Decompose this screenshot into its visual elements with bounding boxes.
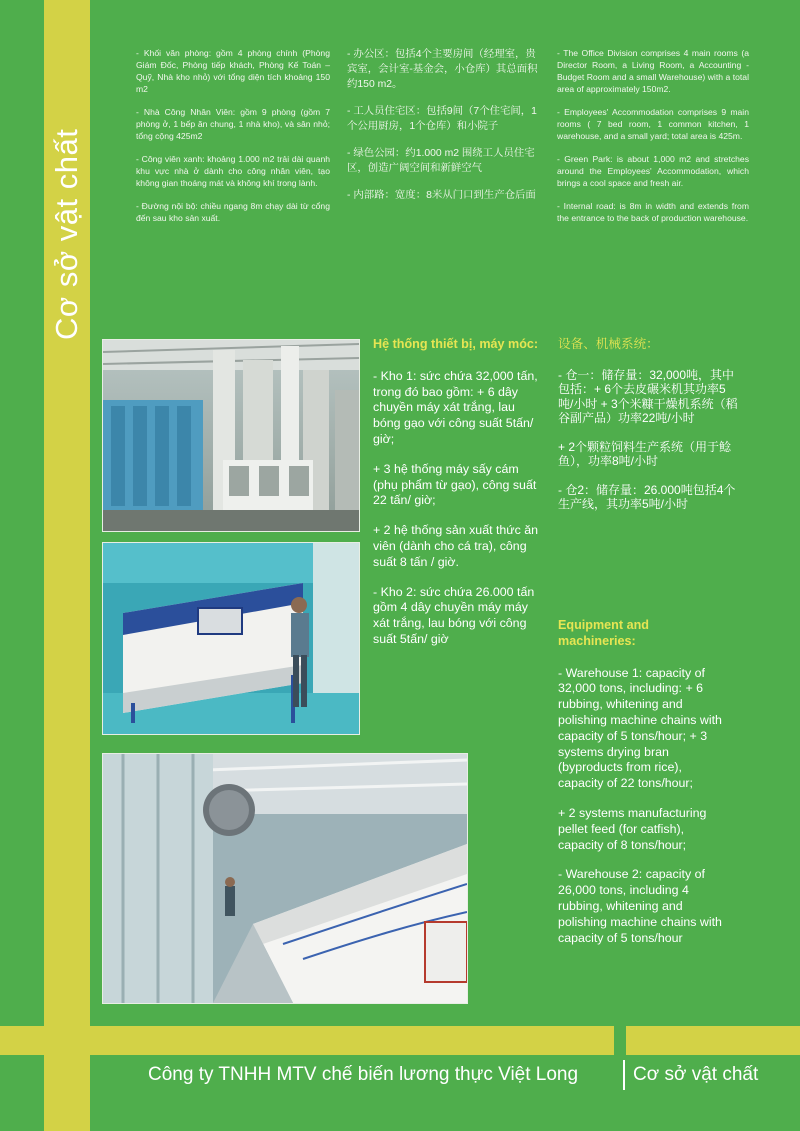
equipment-item: - 仓2：储存量：26.000吨包括4个生产线，其功率5吨/小时 [558, 482, 736, 511]
facility-item: - Công viên xanh: khoảng 1.000 m2 trải dài quanh khu vực nhà ở dành cho công nhân viên, tạo không gian thoáng mát và không khí trong lành. [136, 154, 330, 188]
facility-item: - Khối văn phòng: gồm 4 phòng chính (Phòng Giám Đốc, Phòng tiếp khách, Phòng Kế Toán – Quỹ, Nhà kho nhỏ) với tổng diện tích khoảng 150 m2 [136, 48, 330, 94]
photo-color-sorter [102, 542, 360, 735]
equipment-heading-zh: 设备、机械系统： [558, 337, 659, 351]
facilities-vietnamese [136, 47, 330, 235]
photo-processing-line [102, 753, 468, 1004]
footer-notch [614, 1018, 626, 1063]
facilities-english [557, 47, 749, 235]
facility-item: - Green Park: is about 1,000 m2 and stretches around the Employees' Accommodation, which brings a cool space and fresh air. [557, 154, 749, 188]
equipment-item: - Kho 1: sức chứa 32,000 tấn, trong đó bao gồm: + 6 dây chuyền máy xát trắng, lau bóng gạo với công suất 5tấn/ giờ; [373, 368, 538, 446]
equipment-item: + 2 hệ thống sản xuất thức ăn viên (dành cho cá tra), công suất 8 tấn / giờ. [373, 523, 539, 569]
facilities-chinese [347, 47, 543, 215]
side-title: Cơ sở vật chất [49, 128, 84, 340]
footer-section-title: Cơ sở vật chất [633, 1064, 759, 1085]
footer-divider [623, 1060, 625, 1090]
facility-item: - Đường nội bộ: chiều ngang 8m chạy dài từ cổng đến sau kho sản xuất. [136, 201, 330, 223]
equipment-item: + 2个颗粒饲料生产系统（用于鲶鱼），功率8吨/小时 [558, 439, 732, 468]
equipment-vietnamese [373, 337, 541, 662]
equipment-item: + 3 hệ thống máy sấy cám (phụ phẩm từ gạo), công suất 22 tấn/ giờ; [373, 461, 537, 508]
equipment-english [558, 618, 728, 960]
facility-item: - 内部路：宽度：8米从门口到生产仓后面 [347, 190, 536, 201]
footer-company-name: Công ty TNHH MTV chế biến lương thực Việt Long [148, 1064, 579, 1085]
equipment-item: - Warehouse 2: capacity of 26,000 tons, including 4 rubbing, whitening and polishing machine chains with capacity of 5 tons/hour [558, 867, 722, 945]
equipment-item: - 仓一：储存量：32,000吨，其中包括：+ 6个去皮碾米机其功率5吨/小时 + 3个米糠干燥机系统（稻谷副产品）功率22吨/小时 [558, 367, 738, 425]
facility-item: - 办公区：包括4个主要房间（经理室，贵宾室，会计室-基金会，小仓库）其总面积约150 m2。 [347, 49, 538, 90]
facility-item: - Nhà Công Nhân Viên: gồm 9 phòng (gồm 7 phòng ở, 1 bếp ăn chung, 1 nhà kho), và sân nhỏ; tổng cộng 425m2 [136, 107, 330, 141]
equipment-item: - Warehouse 1: capacity of 32,000 tons, including: + 6 rubbing, whitening and polishing machine chains with capacity of 5 tons/hour; + 3 systems drying bran (byproducts from rice), capacity of 22 tons/hour; [558, 665, 722, 791]
facility-item: - Internal road: is 8m in width and extends from the entrance to the back of production warehouse. [557, 201, 749, 223]
facility-item: - The Office Division comprises 4 main rooms (a Director Room, a Living Room, a Accounting - Budget Room and a small Warehouse) with a total area of approximately 150m2. [557, 48, 749, 94]
facility-item: - Employees' Accommodation comprises 9 main rooms ( 7 bed room, 1 common kitchen, 1 warehouse, and a small yard; total area is 425m. [557, 107, 749, 141]
equipment-heading-vi: Hệ thống thiết bị, máy móc: [373, 337, 539, 351]
equipment-item: - Kho 2: sức chứa 26.000 tấn gồm 4 dây chuyền máy máy xát trắng, lau bóng với công suất 5tấn/ giờ [373, 584, 535, 646]
photo-mill-towers [102, 339, 360, 532]
facility-item: - 绿色公园：约1.000 m2 围绕工人员住宅区，创造广阔空间和新鲜空气 [347, 148, 535, 174]
equipment-item: + 2 systems manufacturing pellet feed (for catfish), capacity of 8 tons/hour; [558, 805, 707, 852]
facility-item: - 工人员住宅区：包括9间（7个住宅间，1个公用厨房，1个仓库）和小院子 [347, 106, 537, 132]
equipment-heading-en: Equipment and machineries: [558, 618, 649, 648]
horizontal-accent-bar [0, 1026, 800, 1055]
equipment-chinese [558, 337, 738, 526]
